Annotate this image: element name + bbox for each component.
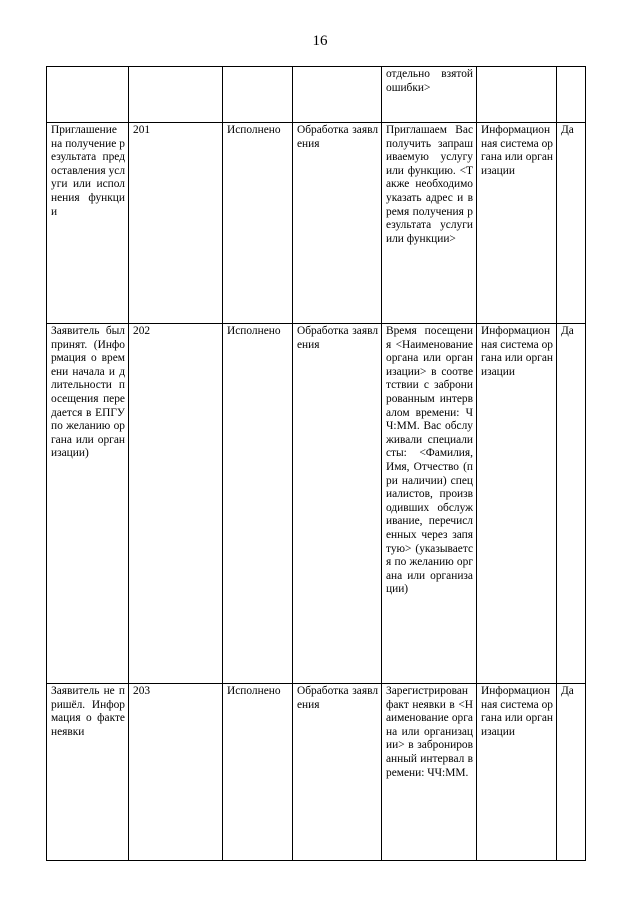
status-name-cell: Приглашение на получение результата предоставления услуги или исполнения функции — [47, 123, 129, 324]
status-name-cell — [47, 67, 129, 123]
page-number: 16 — [312, 33, 328, 49]
notification-table — [46, 66, 586, 861]
flag-cell: Да — [557, 123, 586, 324]
status-code-cell: 201 — [129, 123, 223, 324]
stage-cell: Обработка заявления — [293, 684, 382, 861]
status-name-cell: Заявитель был принят. (Информация о времени начала и длительности посещения передается в ЕПГУ по желанию органа или организации) — [47, 324, 129, 684]
stage-cell: Обработка заявления — [293, 324, 382, 684]
table-row — [47, 123, 586, 324]
table-row — [47, 684, 586, 861]
status-name-cell: Заявитель не пришёл. Информация о факте неявки — [47, 684, 129, 861]
status-state-cell: Исполнено — [223, 684, 293, 861]
table-row — [47, 67, 586, 123]
status-code-cell: 202 — [129, 324, 223, 684]
stage-cell: Обработка заявления — [293, 123, 382, 324]
status-state-cell: Исполнено — [223, 123, 293, 324]
status-state-cell — [223, 67, 293, 123]
table-row — [47, 324, 586, 684]
flag-cell: Да — [557, 324, 586, 684]
message-text-cell: Зарегистрирован факт неявки в <Наименование органа или организации> в забронированный интервал времени: ЧЧ:ММ. — [382, 684, 477, 861]
status-code-cell — [129, 67, 223, 123]
source-system-cell: Информационная система органа или организации — [477, 324, 557, 684]
flag-cell: Да — [557, 684, 586, 861]
message-text-cell: Приглашаем Вас получить запрашиваемую услугу или функцию. <Также необходимо указать адрес и время получения результата услуги или функции> — [382, 123, 477, 324]
stage-cell — [293, 67, 382, 123]
source-system-cell — [477, 67, 557, 123]
message-text-cell: отдельно взятой ошибки> — [382, 67, 477, 123]
source-system-cell: Информационная система органа или организации — [477, 684, 557, 861]
message-text-cell: Время посещения <Наименование органа или организации> в соответствии с забронированным интервалом времени: ЧЧ:ММ. Вас обслуживали специалисты: <Фамилия, Имя, Отчество (при наличии) специалистов, производивших обслуживание, перечисленных через запятую> (указывается по желанию органа или организации) — [382, 324, 477, 684]
status-code-cell: 203 — [129, 684, 223, 861]
source-system-cell: Информационная система органа или организации — [477, 123, 557, 324]
flag-cell — [557, 67, 586, 123]
status-state-cell: Исполнено — [223, 324, 293, 684]
